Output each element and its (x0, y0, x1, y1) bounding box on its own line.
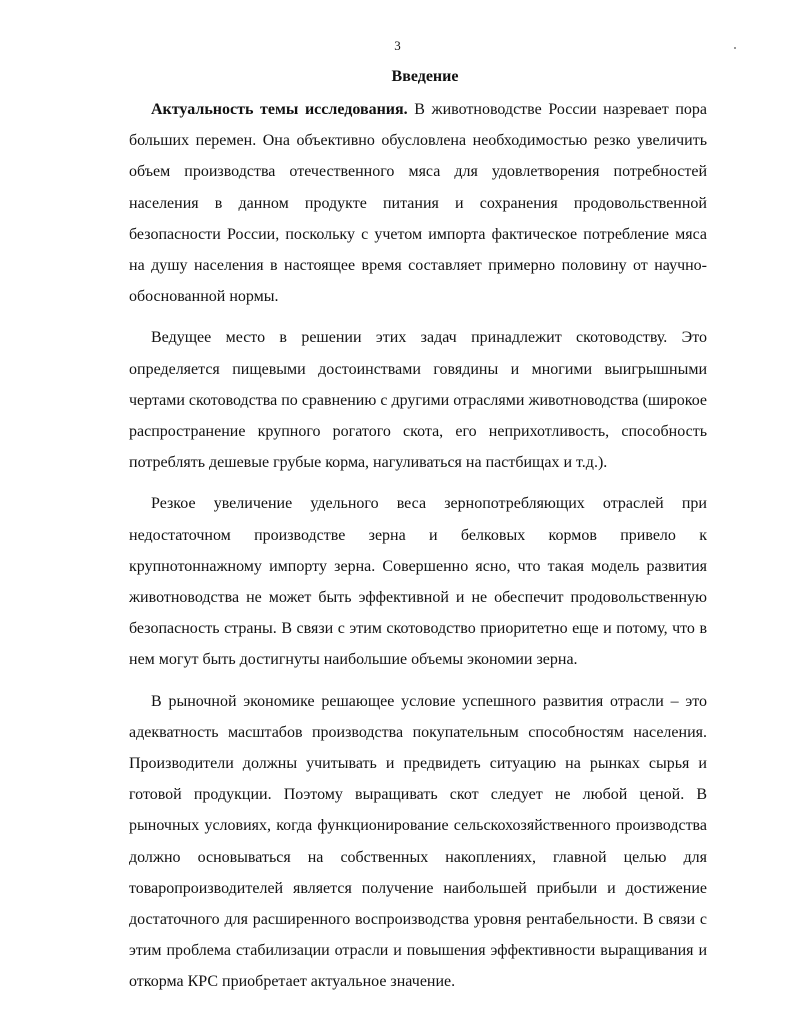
paragraph-text: В животноводстве России назревает пора больших перемен. Она объективно обусловлена необходимостью резко увеличить объем производства отечественного мяса для удовлетворения потребностей населения в данном продукте питания и сохранения продовольственной безопасности России, поскольку с учетом импорта фактическое потребление мяса на душу населения в настоящее время составляет примерно половину от научно-обоснованной нормы. (129, 101, 708, 306)
body-text (129, 94, 707, 1009)
paragraph-relevance (129, 94, 707, 312)
paragraph-market-economy: В рыночной экономике решающее условие успешного развития отрасли – это адекватность масштабов производства покупательным способностям населения. Производители должны учитывать и предвидеть ситуацию на рынках сырья и готовой продукции. Поэтому выращивать скот следует не любой ценой. В рыночных условиях, когда функционирование сельскохозяйственного производства должно основываться на собственных накоплениях, главной целью для товаропроизводителей является получение наибольшей прибыли и достижение достаточного для расширенного воспроизводства уровня рентабельности. В связи с этим проблема стабилизации отрасли и повышения эффективности выращивания и откорма КРС приобретает актуальное значение. (129, 692, 707, 991)
paragraph-grain-import: Резкое увеличение удельного веса зернопотребляющих отраслей при недостаточном производстве зерна и белковых кормов привело к крупнотоннажному импорту зерна. Совершенно ясно, что такая модель развития животноводства не может быть эффективной и не обеспечит продовольственную безопасность страны. В связи с этим скотоводство приоритетно еще и потому, что в нем могут быть достигнуты наибольшие объемы экономии зерна. (129, 495, 707, 669)
section-title: Введение (391, 68, 459, 85)
paragraph-lead: Актуальность темы исследования. (151, 101, 408, 118)
paragraph-cattle-breeding: Ведущее место в решении этих задач принадлежит скотоводству. Это определяется пищевыми достоинствами говядины и многими выигрышными чертами скотоводства по сравнению с другими отраслями животноводства (широкое распространение крупного рогатого скота, его неприхотливость, способность потреблять дешевые грубые корма, нагуливаться на пастбищах и т.д.). (129, 329, 707, 472)
page-number: 3 (394, 38, 401, 53)
